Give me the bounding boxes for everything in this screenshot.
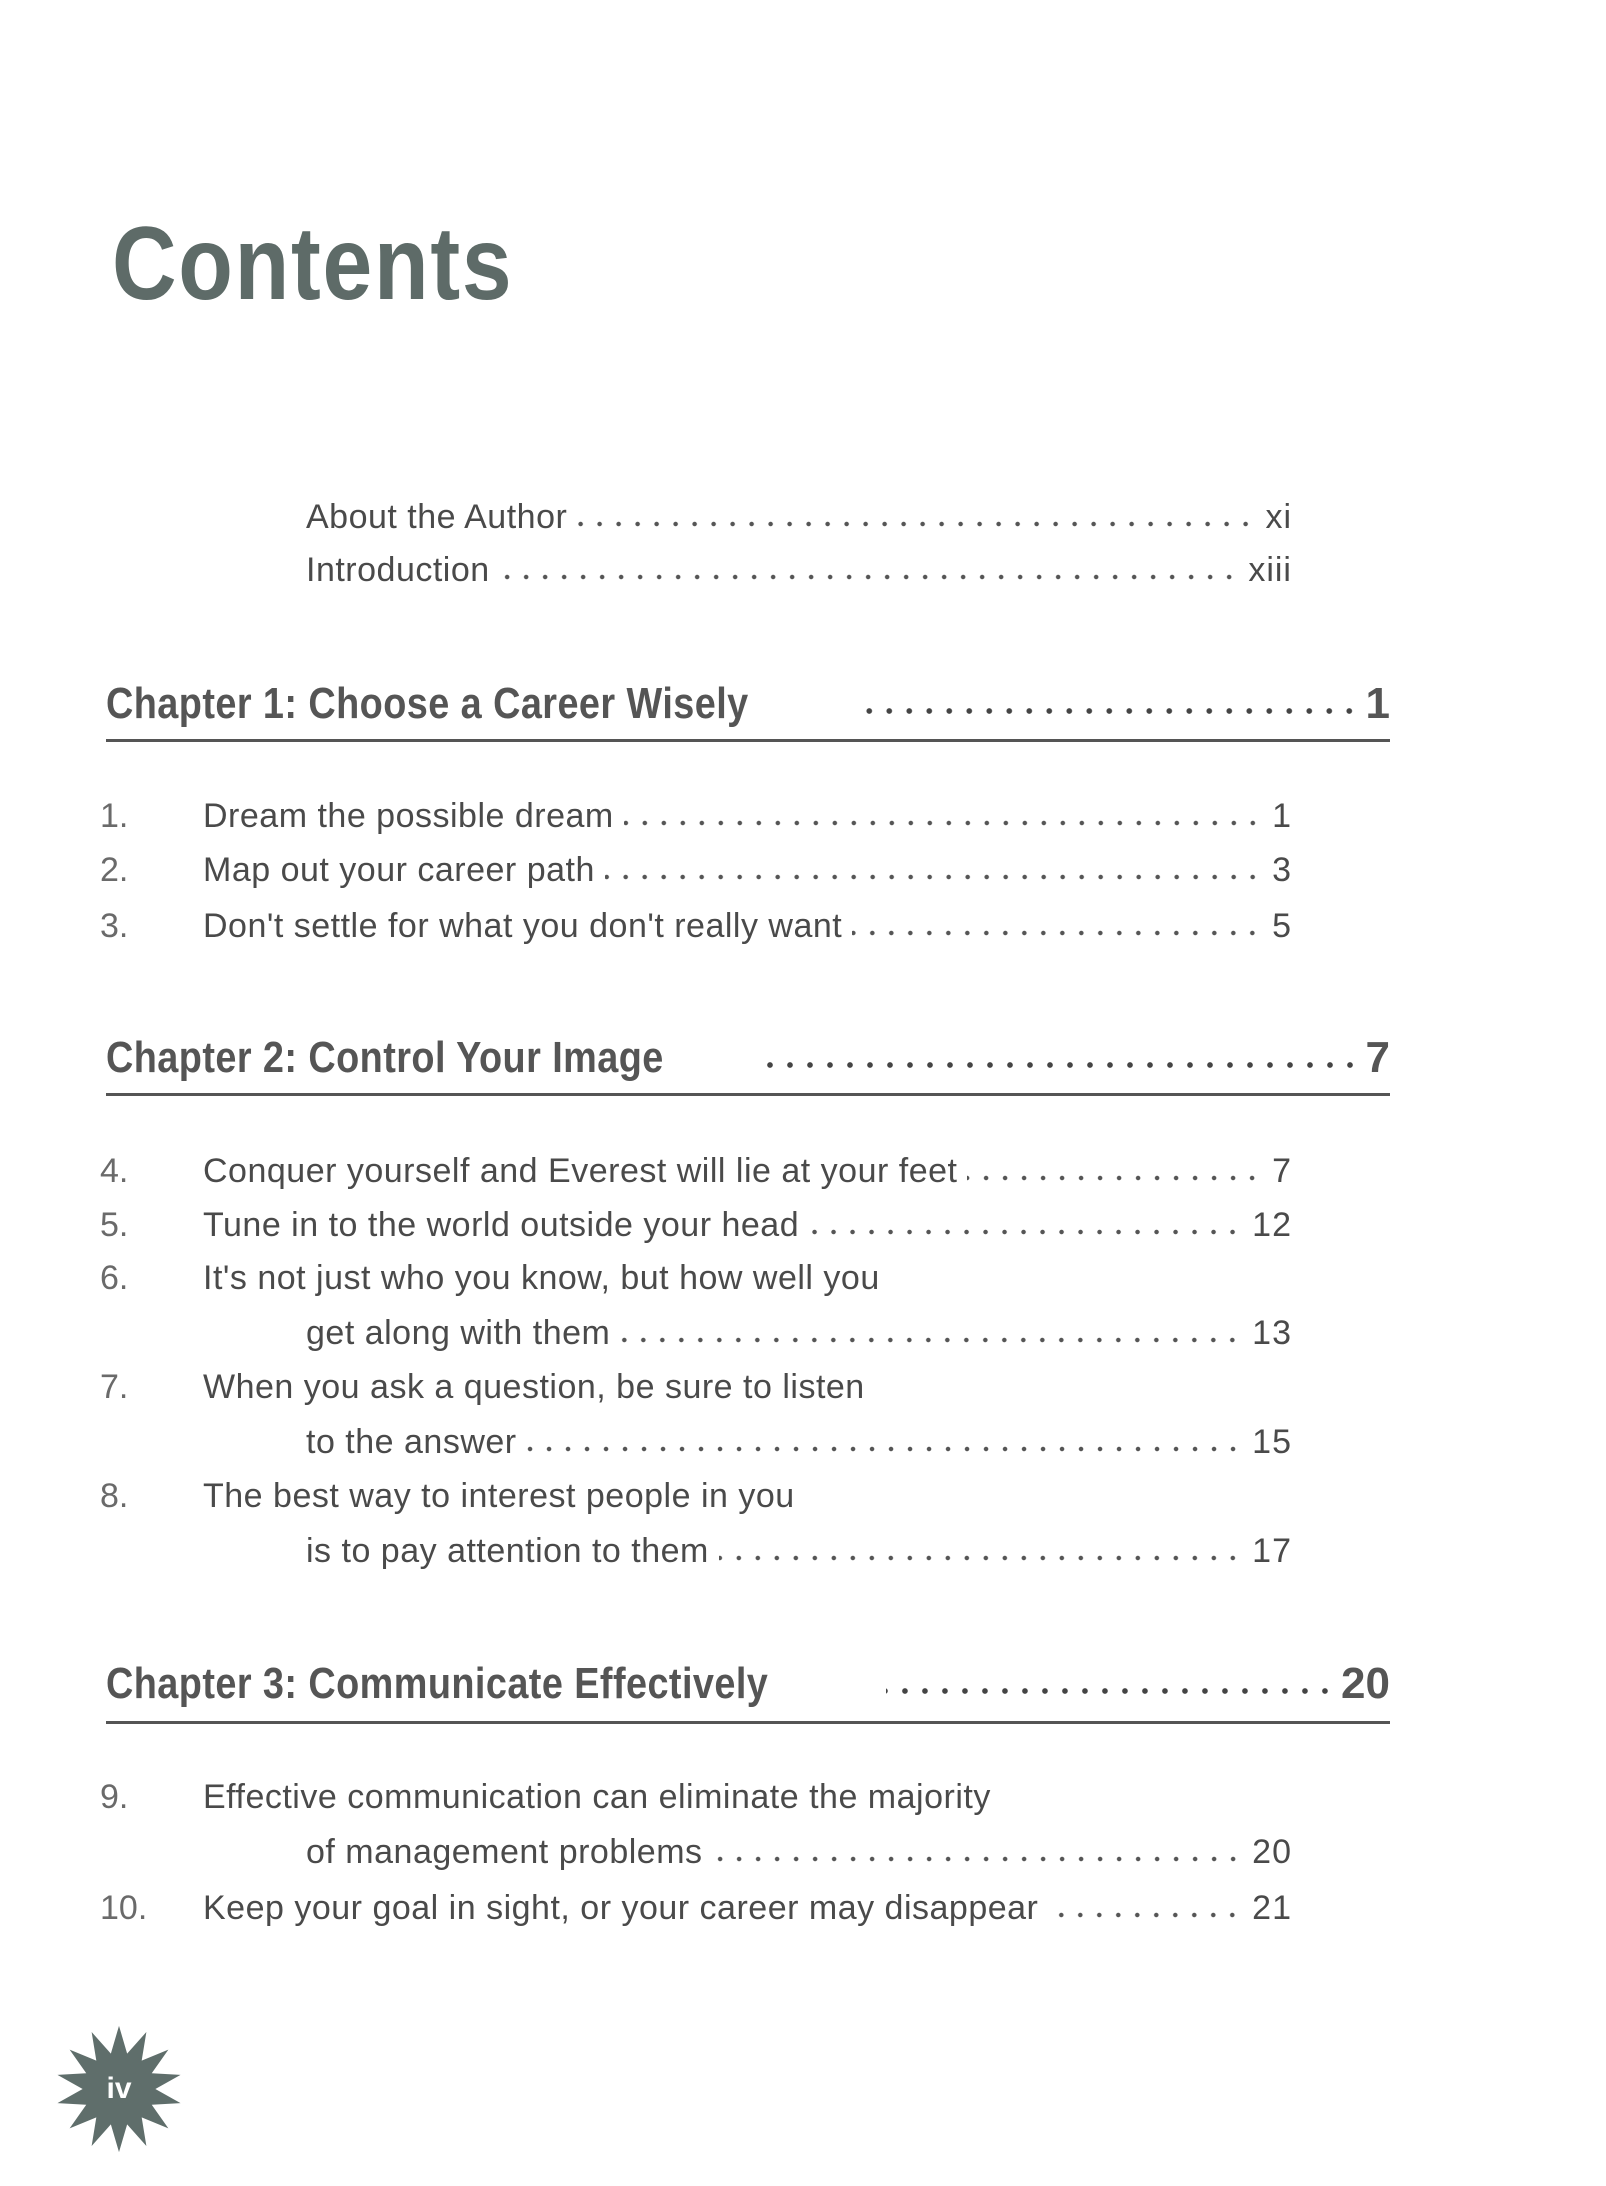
toc-entry[interactable]: [100, 846, 1292, 894]
dot-leader: [809, 1228, 1242, 1236]
item-number: 5.: [100, 1206, 129, 1244]
toc-entry[interactable]: [100, 1884, 1292, 1932]
toc-entry[interactable]: [100, 1828, 1292, 1876]
chapter-heading[interactable]: [106, 1030, 1390, 1086]
chapter-heading[interactable]: [106, 676, 1390, 732]
item-number: 9.: [100, 1778, 129, 1816]
chapter-title: Chapter 3: Communicate Effectively: [106, 1659, 769, 1708]
chapter-title: Chapter 2: Control Your Image: [106, 1033, 664, 1082]
item-number: 10.: [100, 1889, 148, 1927]
dot-leader: [1048, 1911, 1242, 1919]
toc-entry[interactable]: [100, 1472, 1292, 1520]
item-title: Conquer yourself and Everest will lie at your feet: [203, 1152, 958, 1190]
dot-leader: [886, 1686, 1335, 1696]
item-page: 7: [1272, 1152, 1292, 1190]
dot-leader: [527, 1445, 1243, 1453]
chapter-rule: [106, 1093, 1390, 1096]
item-number: 7.: [100, 1368, 129, 1406]
item-title: The best way to interest people in you: [203, 1477, 795, 1515]
item-title: Don't settle for what you don't really want: [203, 907, 843, 945]
toc-entry[interactable]: [100, 792, 1292, 840]
item-title: Introduction: [306, 551, 490, 589]
toc-entry[interactable]: [100, 1773, 1292, 1821]
item-page: 20: [1252, 1833, 1292, 1871]
dot-leader: [500, 573, 1239, 581]
item-title: About the Author: [306, 498, 568, 536]
item-number: 3.: [100, 907, 129, 945]
item-number: 1.: [100, 797, 129, 835]
item-title: of management problems: [306, 1833, 703, 1871]
item-page: 21: [1252, 1889, 1292, 1927]
dot-leader: [624, 819, 1262, 827]
item-number: 8.: [100, 1477, 129, 1515]
toc-entry[interactable]: [100, 1201, 1292, 1249]
dot-leader: [852, 929, 1262, 937]
item-page: 15: [1252, 1423, 1292, 1461]
item-number: 2.: [100, 851, 129, 889]
dot-leader: [577, 520, 1255, 528]
item-number: 4.: [100, 1152, 129, 1190]
item-page: 1: [1272, 797, 1292, 835]
chapter-page: 20: [1341, 1659, 1390, 1708]
chapter-page: 7: [1365, 1033, 1390, 1082]
chapter-rule: [106, 739, 1390, 742]
toc-entry[interactable]: [100, 1363, 1292, 1411]
toc-entry[interactable]: [100, 1527, 1292, 1575]
dot-leader: [713, 1855, 1243, 1863]
item-title: Map out your career path: [203, 851, 595, 889]
toc-entry[interactable]: [100, 1309, 1292, 1357]
toc-entry[interactable]: [100, 1418, 1292, 1466]
page-number: iv: [106, 2072, 132, 2105]
item-page: 3: [1272, 851, 1292, 889]
item-page: 5: [1272, 907, 1292, 945]
toc-entry[interactable]: [100, 1147, 1292, 1195]
front-matter-entry[interactable]: [100, 546, 1292, 594]
dot-leader: [719, 1554, 1242, 1562]
item-title: It's not just who you know, but how well you: [203, 1259, 880, 1297]
item-page: xi: [1265, 498, 1292, 536]
item-title: Effective communication can eliminate the majority: [203, 1778, 991, 1816]
item-title: is to pay attention to them: [306, 1532, 709, 1570]
dot-leader: [765, 1060, 1360, 1070]
item-number: 6.: [100, 1259, 129, 1297]
dot-leader: [620, 1336, 1242, 1344]
item-title: Dream the possible dream: [203, 797, 614, 835]
item-page: 17: [1252, 1532, 1292, 1570]
item-title: When you ask a question, be sure to listen: [203, 1368, 865, 1406]
dot-leader: [967, 1174, 1262, 1182]
chapter-title: Chapter 1: Choose a Career Wisely: [106, 679, 749, 728]
chapter-page: 1: [1365, 679, 1390, 728]
chapter-heading[interactable]: [106, 1656, 1390, 1712]
item-title: Tune in to the world outside your head: [203, 1206, 800, 1244]
item-title: get along with them: [306, 1314, 611, 1352]
toc-entry[interactable]: [100, 1254, 1292, 1302]
item-page: 12: [1252, 1206, 1292, 1244]
item-title: to the answer: [306, 1423, 517, 1461]
front-matter-entry[interactable]: [100, 493, 1292, 541]
dot-leader: [863, 706, 1359, 716]
dot-leader: [605, 873, 1262, 881]
item-page: 13: [1252, 1314, 1292, 1352]
page-title: Contents: [112, 206, 514, 322]
item-title: Keep your goal in sight, or your career may disappear: [203, 1889, 1039, 1927]
chapter-rule: [106, 1721, 1390, 1724]
toc-entry[interactable]: [100, 902, 1292, 950]
item-page: xiii: [1248, 551, 1292, 589]
